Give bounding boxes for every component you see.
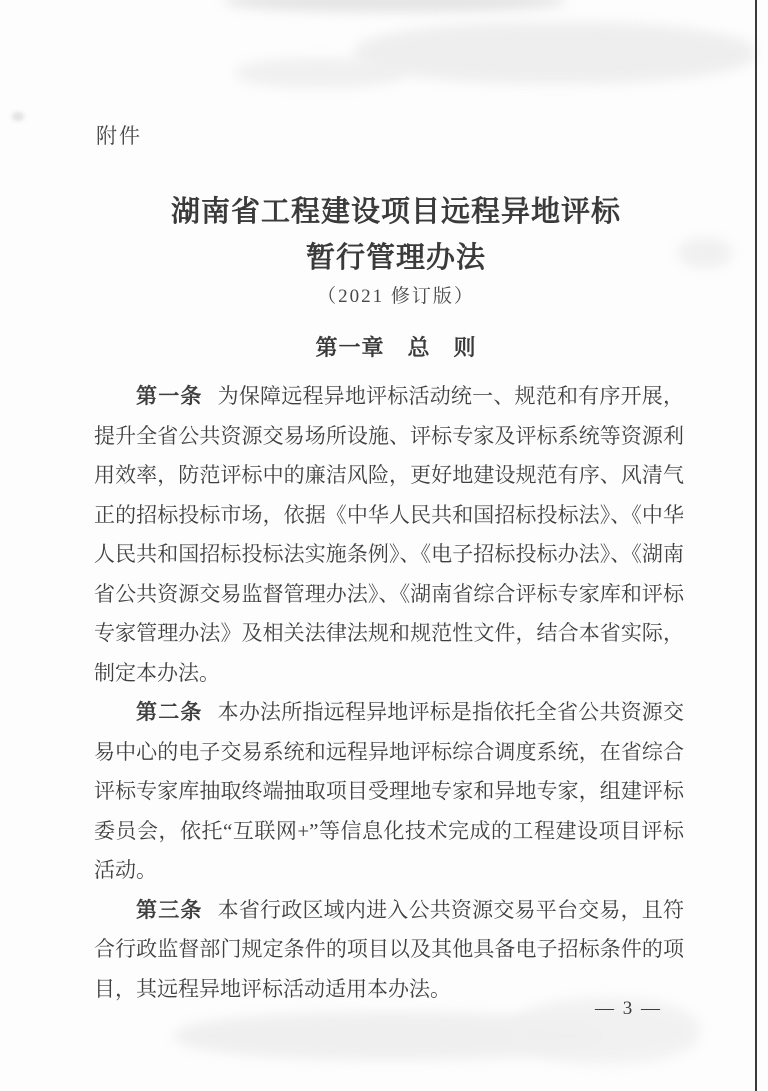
document-title-line-1: 湖南省工程建设项目远程异地评标: [170, 196, 621, 228]
page-number: — 3 —: [595, 998, 662, 1019]
article-2: [94, 693, 684, 891]
article-3-label: 第三条: [136, 897, 203, 922]
page-scan-edge-line: [755, 0, 757, 1091]
attachment-label: 附件: [96, 124, 142, 148]
document-title: [24, 189, 768, 281]
document-body: [94, 377, 684, 1009]
article-3: [94, 891, 684, 1010]
edition-label: （2021 修订版）: [317, 286, 475, 307]
article-3-text: 本省行政区域内进入公共资源交易平台交易，且符合行政监督部门规定条件的项目以及其他具备电子招标条件的项目，其远程异地评标活动适用本办法。: [94, 897, 684, 1001]
scan-artifact: [225, 0, 565, 12]
article-1-text: 为保障远程异地评标活动统一、规范和有序开展，提升全省公共资源交易场所设施、评标专家及评标系统等资源利用效率，防范评标中的廉洁风险，更好地建设规范有序、风清气正的招标投标市场，依据《中华人民共和国招标投标法》、《中华人民共和国招标投标法实施条例》、《电子招标投标办法》、《湖南省公共资源交易监督管理办法》、《湖南省综合评标专家库和评标专家管理办法》及相关法律法规和规范性文件，结合本省实际，制定本办法。: [94, 384, 684, 685]
chapter-heading: 第一章 总 则: [315, 335, 477, 360]
document-title-line-2: 暂行管理办法: [305, 242, 486, 274]
scan-artifact: [235, 58, 405, 88]
scan-artifact: [355, 22, 755, 84]
article-1: [94, 377, 684, 693]
article-1-label: 第一条: [136, 384, 203, 408]
article-2-label: 第二条: [136, 700, 203, 724]
scan-artifact: [12, 112, 24, 121]
article-2-text: 本办法所指远程异地评标是指依托全省公共资源交易中心的电子交易系统和远程异地评标综合调度系统，在省综合评标专家库抽取终端抽取项目受理地专家和异地专家，组建评标委员会，依托“互联网+”等信息化技术完成的工程建设项目评标活动。: [94, 700, 684, 882]
